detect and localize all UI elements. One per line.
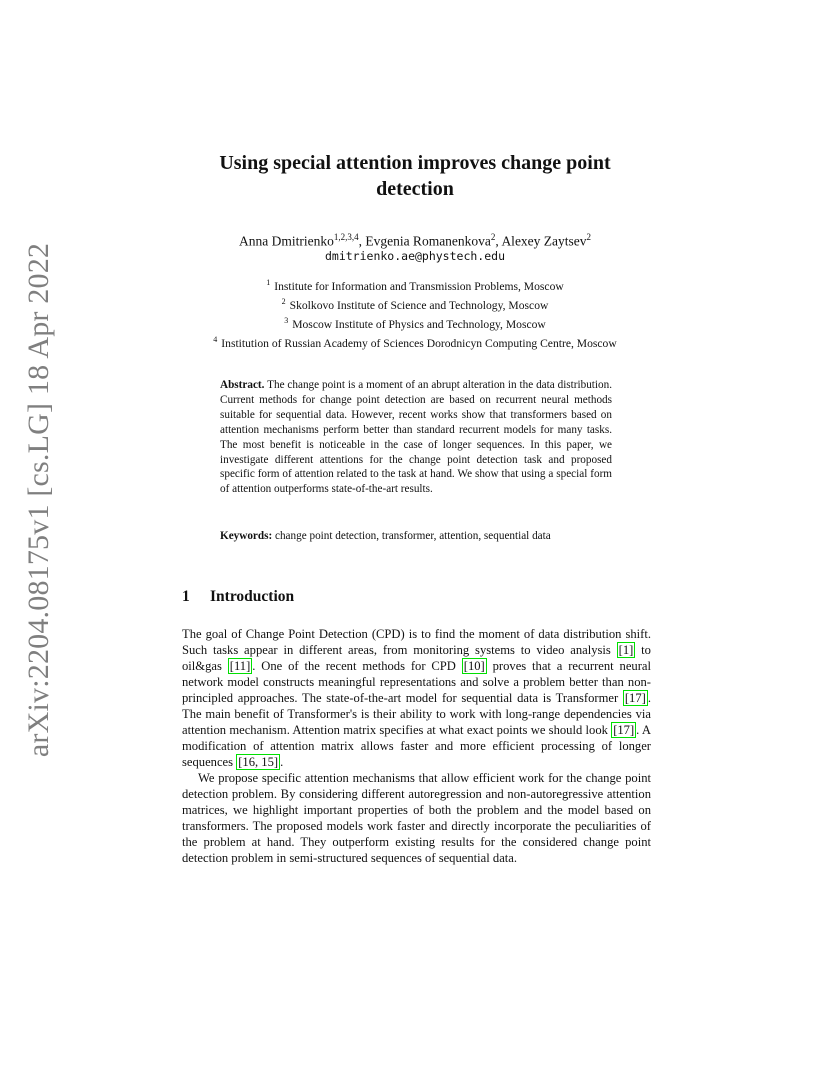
citation-link[interactable]: [10] bbox=[463, 659, 485, 673]
paragraph-text: proves that a recurrent neural network model constructs meaningful representations and solve a problem better than non-principled approaches. The state-of-the-art model for sequential data is Transformer bbox=[182, 659, 652, 705]
author-list bbox=[180, 229, 650, 250]
author-email: dmitrienko.ae@phystech.edu bbox=[324, 249, 505, 263]
abstract bbox=[220, 378, 612, 497]
paragraph-text: . A modification of attention matrix allows faster and more efficient processing of longer sequences bbox=[182, 723, 651, 769]
paragraph-text: . One of the recent methods for CPD bbox=[252, 659, 462, 673]
author-affiliation-marks: 1,2,3,4 bbox=[333, 232, 359, 242]
section-title: Introduction bbox=[210, 588, 295, 605]
abstract-label: Abstract. bbox=[220, 379, 265, 391]
affiliation-text: Institution of Russian Academy of Sciences Dorodnicyn Computing Centre, Moscow bbox=[221, 336, 617, 350]
affiliation-list bbox=[180, 275, 650, 350]
arxiv-identifier-text: arXiv:2204.08175v1 [cs.LG] 18 Apr 2022 bbox=[22, 242, 56, 758]
affiliation-item bbox=[180, 313, 650, 332]
arxiv-identifier bbox=[16, 242, 62, 758]
author-affiliation-marks: 2 bbox=[490, 232, 496, 242]
keywords-label: Keywords: bbox=[220, 530, 273, 542]
citation-link[interactable]: [16, 15] bbox=[238, 755, 279, 769]
paragraph-text: . The main benefit of Transformer's is their ability to work with long-range dependencies via attention mechanism. Attention matrix specifies at what exact points we should look bbox=[182, 691, 651, 737]
affiliation-item bbox=[180, 275, 650, 294]
affiliation-number: 2 bbox=[281, 296, 286, 306]
author-name: Alexey Zaytsev bbox=[501, 233, 587, 249]
paragraph: We propose specific attention mechanisms that allow efficient work for the change point detection problem. By considering different autoregression and non-autoregressive attention matrices, we highlight important properties of both the problem and the model based on transformers. The proposed models work faster and directly incorporate the peculiarities of the problem at hand. They outperform existing results for the considered change point detection problem in semi-structured sequences of sequential data. bbox=[182, 771, 651, 865]
paragraph-text: . bbox=[280, 755, 284, 769]
author-name: Anna Dmitrienko bbox=[238, 233, 334, 249]
affiliation-number: 1 bbox=[266, 278, 271, 287]
paragraph-text: to oil&gas bbox=[182, 643, 651, 673]
paragraph-text: The goal of Change Point Detection (CPD) is to find the moment of data distribution shift. Such tasks appear in different areas, from monitoring systems to video analysis bbox=[182, 627, 651, 657]
author-affiliation-marks: 2 bbox=[586, 232, 592, 242]
author-separator: , bbox=[495, 233, 502, 249]
affiliation-item bbox=[180, 294, 650, 313]
citation-link[interactable]: [1] bbox=[618, 643, 634, 657]
section-number: 1 bbox=[182, 588, 190, 605]
keywords bbox=[220, 529, 612, 544]
affiliation-item bbox=[180, 332, 650, 351]
keywords-text: change point detection, transformer, attention, sequential data bbox=[275, 530, 551, 542]
abstract-text: The change point is a moment of an abrupt alteration in the data distribution. Current methods for change point detection are based on recurrent neural methods suitable for sequential data. However, recent works show that transformers based on attention mechanisms perform better than standard recurrent models for many tasks. The most benefit is noticeable in the case of longer sequences. In this paper, we investigate different attentions for the change point detection task and proposed specific form of attention related to the task at hand. We show that using a special form of attention outperforms state-of-the-art results. bbox=[220, 379, 612, 496]
author-separator: , bbox=[358, 233, 366, 249]
section-heading bbox=[182, 588, 294, 606]
affiliation-text: Institute for Information and Transmission Problems, Moscow bbox=[274, 279, 564, 293]
citation-link[interactable]: [17] bbox=[624, 691, 646, 705]
paragraph bbox=[182, 626, 651, 770]
citation-link[interactable]: [11] bbox=[229, 659, 251, 673]
paper-title: Using special attention improves change point detection bbox=[219, 152, 611, 200]
affiliation-number: 4 bbox=[213, 334, 218, 344]
affiliation-number: 3 bbox=[284, 315, 289, 325]
affiliation-text: Skolkovo Institute of Science and Technology, Moscow bbox=[289, 298, 549, 312]
introduction-body bbox=[182, 626, 651, 866]
citation-link[interactable]: [17] bbox=[613, 723, 635, 737]
affiliation-text: Moscow Institute of Physics and Technology, Moscow bbox=[292, 317, 546, 331]
author-name: Evgenia Romanenkova bbox=[365, 233, 491, 249]
